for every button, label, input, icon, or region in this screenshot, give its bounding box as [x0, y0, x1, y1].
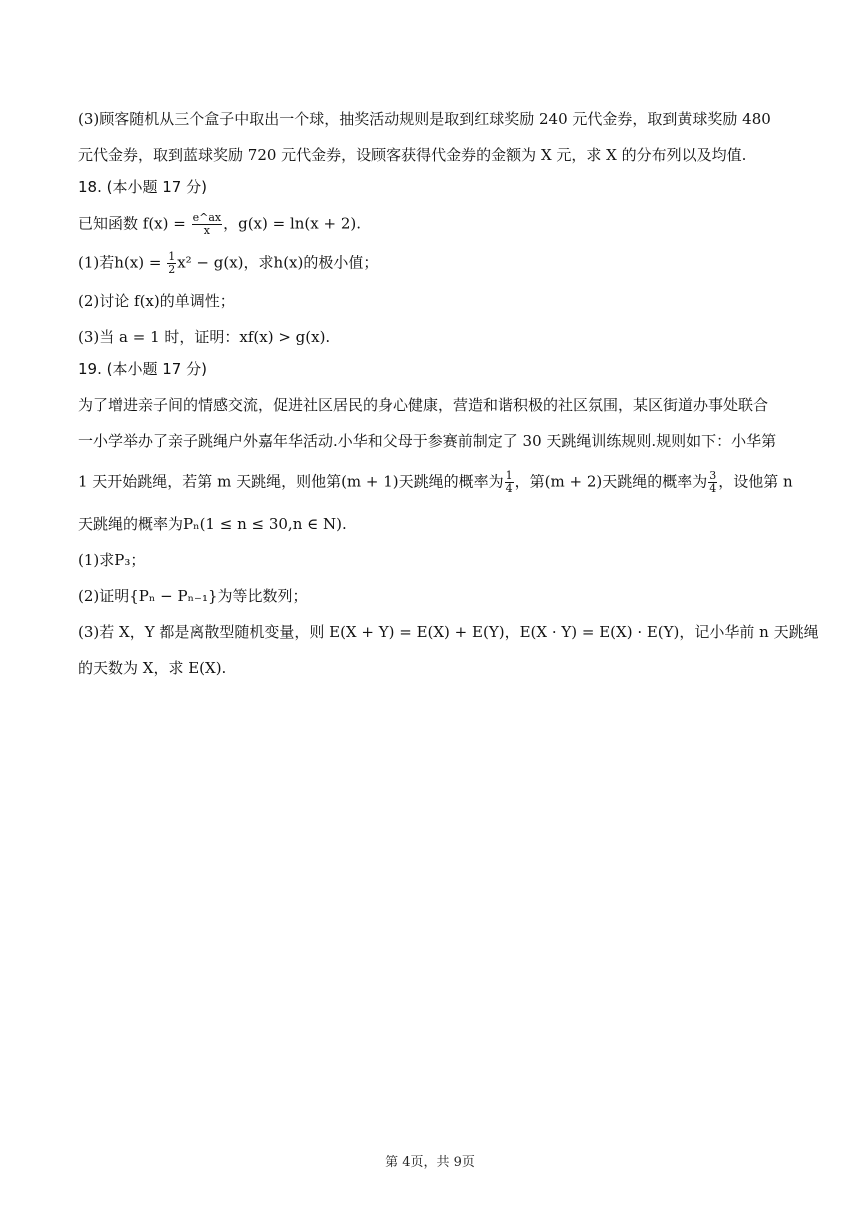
q19-line3	[78, 469, 793, 495]
q18-intro-prefix: 已知函数 f(x) =	[78, 214, 191, 233]
q19-fraction-one-quarter	[505, 470, 514, 495]
q18-fraction-denominator: x	[203, 224, 210, 237]
q19-heading: 19. (本小题 17 分)	[78, 360, 207, 378]
q19-part2: (2)证明{Pₙ − Pₙ₋₁}为等比数列；	[78, 587, 308, 605]
document-body	[78, 108, 819, 679]
q18-intro	[78, 212, 788, 237]
q18-part1	[78, 251, 788, 276]
q19-part1: (1)求P₃；	[78, 551, 146, 569]
q18-intro-fraction	[192, 212, 223, 237]
q19-line2: 一小学举办了亲子跳绳户外嘉年华活动.小华和父母于参赛前制定了 30 天跳绳训练规则.规则如下：小华第	[78, 432, 777, 450]
q19-fraction-three-quarters	[708, 470, 717, 495]
q19-line3-part-a: 1 天开始跳绳，若第 m 天跳绳，则他第(m + 1)天跳绳的概率为	[78, 472, 504, 491]
q17-part3-line1: (3)顾客随机从三个盒子中取出一个球，抽奖活动规则是取到红球奖励 240 元代金券，取到黄球奖励 480	[78, 110, 771, 128]
q18-fraction-numerator: e^ax	[192, 211, 222, 224]
q17-part3-line2: 元代金券，取到蓝球奖励 720 元代金券，设顾客获得代金券的金额为 X 元，求 X 的分布列以及均值.	[78, 146, 747, 164]
q18-part2: (2)讨论 f(x)的单调性；	[78, 292, 235, 310]
q18-part1-fraction-denominator: 2	[168, 263, 176, 276]
q19-fraction1-denominator: 4	[505, 482, 513, 495]
q19-line3-part-c: ，设他第 n	[718, 472, 793, 491]
q19-line3-part-b: ，第(m + 2)天跳绳的概率为	[514, 472, 708, 491]
q18-part1-fraction	[167, 251, 176, 276]
q19-line1: 为了增进亲子间的情感交流，促进社区居民的身心健康，营造和谐积极的社区氛围，某区街道办事处联合	[78, 396, 769, 414]
q18-heading: 18. (本小题 17 分)	[78, 178, 207, 196]
q18-part1-fraction-numerator: 1	[168, 250, 176, 263]
q19-fraction2-numerator: 3	[709, 469, 717, 482]
q19-line4: 天跳绳的概率为Pₙ(1 ≤ n ≤ 30,n ∈ N).	[78, 515, 347, 533]
q18-part3: (3)当 a = 1 时，证明：xf(x) > g(x).	[78, 328, 331, 346]
q19-fraction1-numerator: 1	[505, 469, 513, 482]
q18-part1-suffix: x² − g(x)，求h(x)的极小值；	[177, 253, 379, 272]
q19-fraction2-denominator: 4	[709, 482, 717, 495]
page-footer: 第 4页，共 9页	[385, 1155, 475, 1170]
q18-part1-prefix: (1)若h(x) =	[78, 253, 167, 272]
q19-part3-line2: 的天数为 X，求 E(X).	[78, 659, 227, 677]
q19-part3-line1: (3)若 X，Y 都是离散型随机变量，则 E(X + Y) = E(X) + E(Y)，E(X · Y) = E(X) · E(Y)，记小华前 n 天跳绳	[78, 623, 819, 641]
q18-intro-suffix: ，g(x) = ln(x + 2).	[223, 214, 362, 233]
